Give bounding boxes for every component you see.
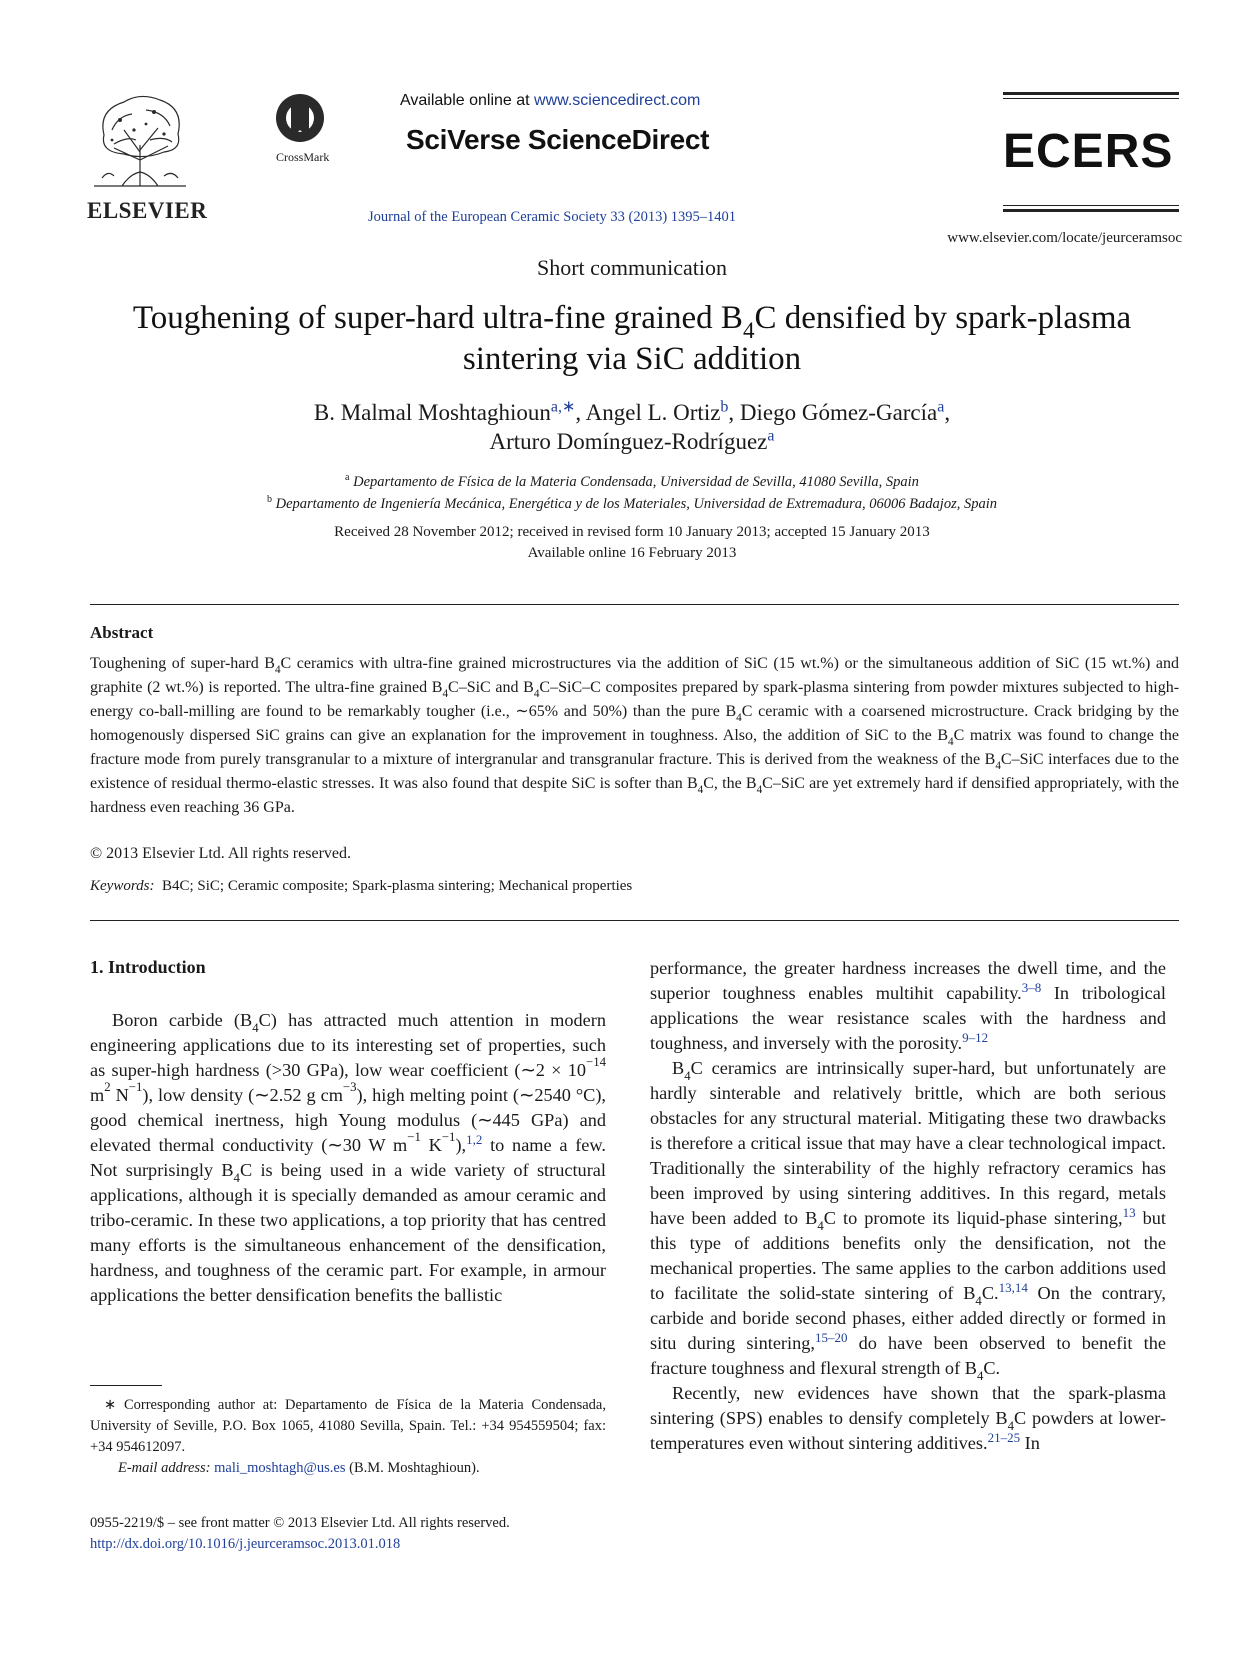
body-column-right <box>650 956 1166 1456</box>
email-line <box>90 1458 606 1479</box>
received-dates: Received 28 November 2012; received in revised form 10 January 2013; accepted 15 January 2013 <box>334 524 930 540</box>
author-name: Diego Gómez-García <box>739 400 938 425</box>
paragraph: Boron carbide $(B_4C)$ has attracted much attention in modern engineering applications due to its interesting set of properties, such as super-high hardness (>30 GPa), low wear coefficient (∼2 × $10^{-14}$ $m^2$ $N^{-1}$), low density (∼2.52 g $cm^{-3}$), high melting point (∼2540 °C), good chemical inertness, high Young modulus (∼445 GPa) and elevated thermal conductivity (∼30 W $m^{-1}$ $K^{-1}),^{1,2}$ to name a few. Not surprisingly $B_4C$ is being used in a wide variety of structural applications, although it is specially demanded as amour ceramic and tribo-ceramic. In these two applications, a top priority that has centred many efforts is the simultaneous enhancement of the densification, hardness, and toughness of the ceramic part. For example, in armour applications the better densification benefits the ballistic <box>90 1010 607 1305</box>
body-column-left <box>90 1008 606 1308</box>
section-heading-introduction: 1. Introduction <box>90 957 206 977</box>
article-title <box>60 298 1204 380</box>
email-label: E-mail address: <box>118 1460 211 1476</box>
front-matter <box>90 1513 510 1555</box>
elsevier-tree-logo <box>84 90 196 190</box>
author-affiliation-link[interactable]: a,∗ <box>550 398 576 416</box>
article-dates <box>60 522 1204 564</box>
logo-rule-top <box>1003 92 1179 95</box>
publisher-wordmark: ELSEVIER <box>87 198 208 223</box>
citation-link[interactable]: 13 <box>1122 1204 1136 1220</box>
paragraph: $B_4C$ ceramics are intrinsically super-hard, but unfortunately are hardly sinterable and relatively brittle, which are both serious obstacles for any structural material. Mitigating these two drawbacks is therefore a critical issue that may have a clear technological impact. Traditionally the sinterability of the highly refractory ceramics has been improved by using sintering additives. In this regard, metals have been added to $B_4C$ to promote its liquid-phase sintering,$^{13}$ but this type of additions benefits only the densification, not the mechanical properties. The same applies to the carbon additions used to facilitate the solid-state sintering of $B_4C.^{13,14}$ On the contrary, carbide and boride second phases, either added directly or formed in situ during sintering,$^{15-20}$ do have been observed to benefit the fracture toughness and flexural strength of $B_4C$. <box>650 1058 1166 1383</box>
sciencedirect-link[interactable]: www.sciencedirect.com <box>534 92 701 109</box>
paragraph: Recently, new evidences have shown that the spark-plasma sintering (SPS) enables to densify completely $B_4C$ powders at lower-temperatures even without sintering additives.$^{21-25}$ In <box>650 1383 1167 1453</box>
author-affiliation-link[interactable]: b <box>720 398 729 416</box>
keywords-list: B4C; SiC; Ceramic composite; Spark-plasma sintering; Mechanical properties <box>161 878 633 894</box>
logo-rule-bottom <box>1003 209 1179 212</box>
abstract-top-rule <box>90 604 1179 605</box>
paragraph: performance, the greater hardness increases the dwell time, and the superior toughness enables multihit capability.$^{3-8}$ In tribological applications the wear resistance scales with the hardness and toughness, and inversely with the porosity.$^{9-12}$ <box>650 958 1166 1053</box>
title-subscript: 4 <box>742 316 755 343</box>
abstract-bottom-rule <box>90 920 1179 921</box>
email-link[interactable]: mali_moshtagh@us.es <box>214 1460 346 1476</box>
footnote <box>90 1395 606 1479</box>
title-line2: sintering via SiC addition <box>462 341 802 377</box>
crossmark-icon[interactable] <box>274 92 326 148</box>
affiliation-a <box>60 472 1204 491</box>
logo-rule-top-thin <box>1003 98 1179 99</box>
abstract-heading: Abstract <box>90 623 154 642</box>
author-affiliation-link[interactable]: a <box>937 398 945 416</box>
affiliation-mark: b <box>267 494 272 505</box>
footnote-rule <box>90 1385 162 1386</box>
author-name: B. Malmal Moshtaghioun <box>313 400 551 425</box>
citation-link[interactable]: 21–25 <box>987 1429 1021 1445</box>
affiliation-b <box>60 494 1204 513</box>
availability-prefix: Available online at <box>400 92 535 109</box>
issn-line: 0955-2219/$ – see front matter © 2013 Elsevier Ltd. All rights reserved. <box>90 1515 510 1531</box>
author-list: B. Malmal Moshtaghioun$^{a,∗}$, Angel L. Ortiz$^b$, Diego Gómez-García$^a$, Arturo Domínguez-Rodríguez$^a$ <box>313 398 951 454</box>
affiliation-mark: a <box>345 472 350 483</box>
affiliation-text: Departamento de Física de la Materia Condensada, Universidad de Sevilla, 41080 Sevilla, Spain <box>353 473 919 490</box>
abstract-text: Toughening of super-hard $B_4C$ ceramics with ultra-fine grained microstructures via the addition of SiC (15 wt.%) or the simultaneous addition of SiC (15 wt.%) and graphite (2 wt.%) is reported. The ultra-fine grained $B_4C$–SiC and $B_4C-SiC-C$ composites prepared by spark-plasma sintering from powder mixtures subjected to high-energy co-ball-milling are found to be remarkably tougher (i.e., ∼65% and 50%) than the pure $B_4C$ ceramic with a coarsened microstructure. Crack bridging by the homogenously dispersed SiC grains can give an explanation for the improvement in toughness. Also, the addition of SiC to the $B_4C$ matrix was found to change the fracture mode from purely transgranular to a mixture of intergranular and transgranular fracture. This is derived from the weakness of the $B_4C$–SiC interfaces due to the existence of residual thermo-elastic stresses. It was also found that despite SiC is softer than $B_4C$, the $B_4C$–SiC are yet extremely hard if densified appropriately, with the hardness even reaching 36 GPa. <box>90 655 1180 816</box>
citation-link[interactable]: 15–20 <box>814 1329 848 1345</box>
citation-link[interactable]: 3–8 <box>1021 979 1042 995</box>
sciverse-brand: SciVerse ScienceDirect <box>406 124 710 155</box>
journal-url: www.elsevier.com/locate/jeurceramsoc <box>947 230 1182 246</box>
author-name: Angel L. Ortiz <box>585 400 721 425</box>
author-affiliation-link[interactable]: a <box>767 427 775 445</box>
logo-rule-bottom-thin <box>1003 205 1179 206</box>
abstract-copyright: © 2013 Elsevier Ltd. All rights reserved. <box>90 845 351 862</box>
journal-logo: ECERS <box>1003 125 1174 178</box>
journal-citation-link[interactable]: Journal of the European Ceramic Society 33 (2013) 1395–1401 <box>368 209 737 225</box>
doi-link[interactable]: http://dx.doi.org/10.1016/j.jeurceramsoc.2013.01.018 <box>90 1536 401 1552</box>
keywords-line <box>90 878 632 895</box>
corresponding-author-note: ∗ Corresponding author at: Departamento de Física de la Materia Condensada, University of Seville, P.O. Box 1065, 41080 Sevilla, Spain. Tel.: +34 954559504; fax: +34 954612097. <box>90 1397 606 1455</box>
title-part1: Toughening of super-hard ultra-fine grained B <box>132 300 743 336</box>
availability-line <box>400 92 860 110</box>
title-part2: C densified by spark-plasma <box>754 300 1132 336</box>
available-online-date: Available online 16 February 2013 <box>527 545 737 561</box>
crossmark-label: CrossMark <box>276 150 330 164</box>
citation-link[interactable]: 1,2 <box>466 1131 483 1147</box>
affiliation-text: Departamento de Ingeniería Mecánica, Energética y de los Materiales, Universidad de Extremadura, 06006 Badajoz, Spain <box>275 495 997 512</box>
citation-link[interactable]: 13,14 <box>998 1279 1028 1295</box>
author-name: Arturo Domínguez-Rodríguez <box>489 429 768 454</box>
email-owner: (B.M. Moshtaghioun). <box>349 1460 480 1476</box>
keywords-label: Keywords: <box>90 878 155 894</box>
article-type: Short communication <box>536 255 728 280</box>
citation-link[interactable]: 9–12 <box>962 1029 989 1045</box>
